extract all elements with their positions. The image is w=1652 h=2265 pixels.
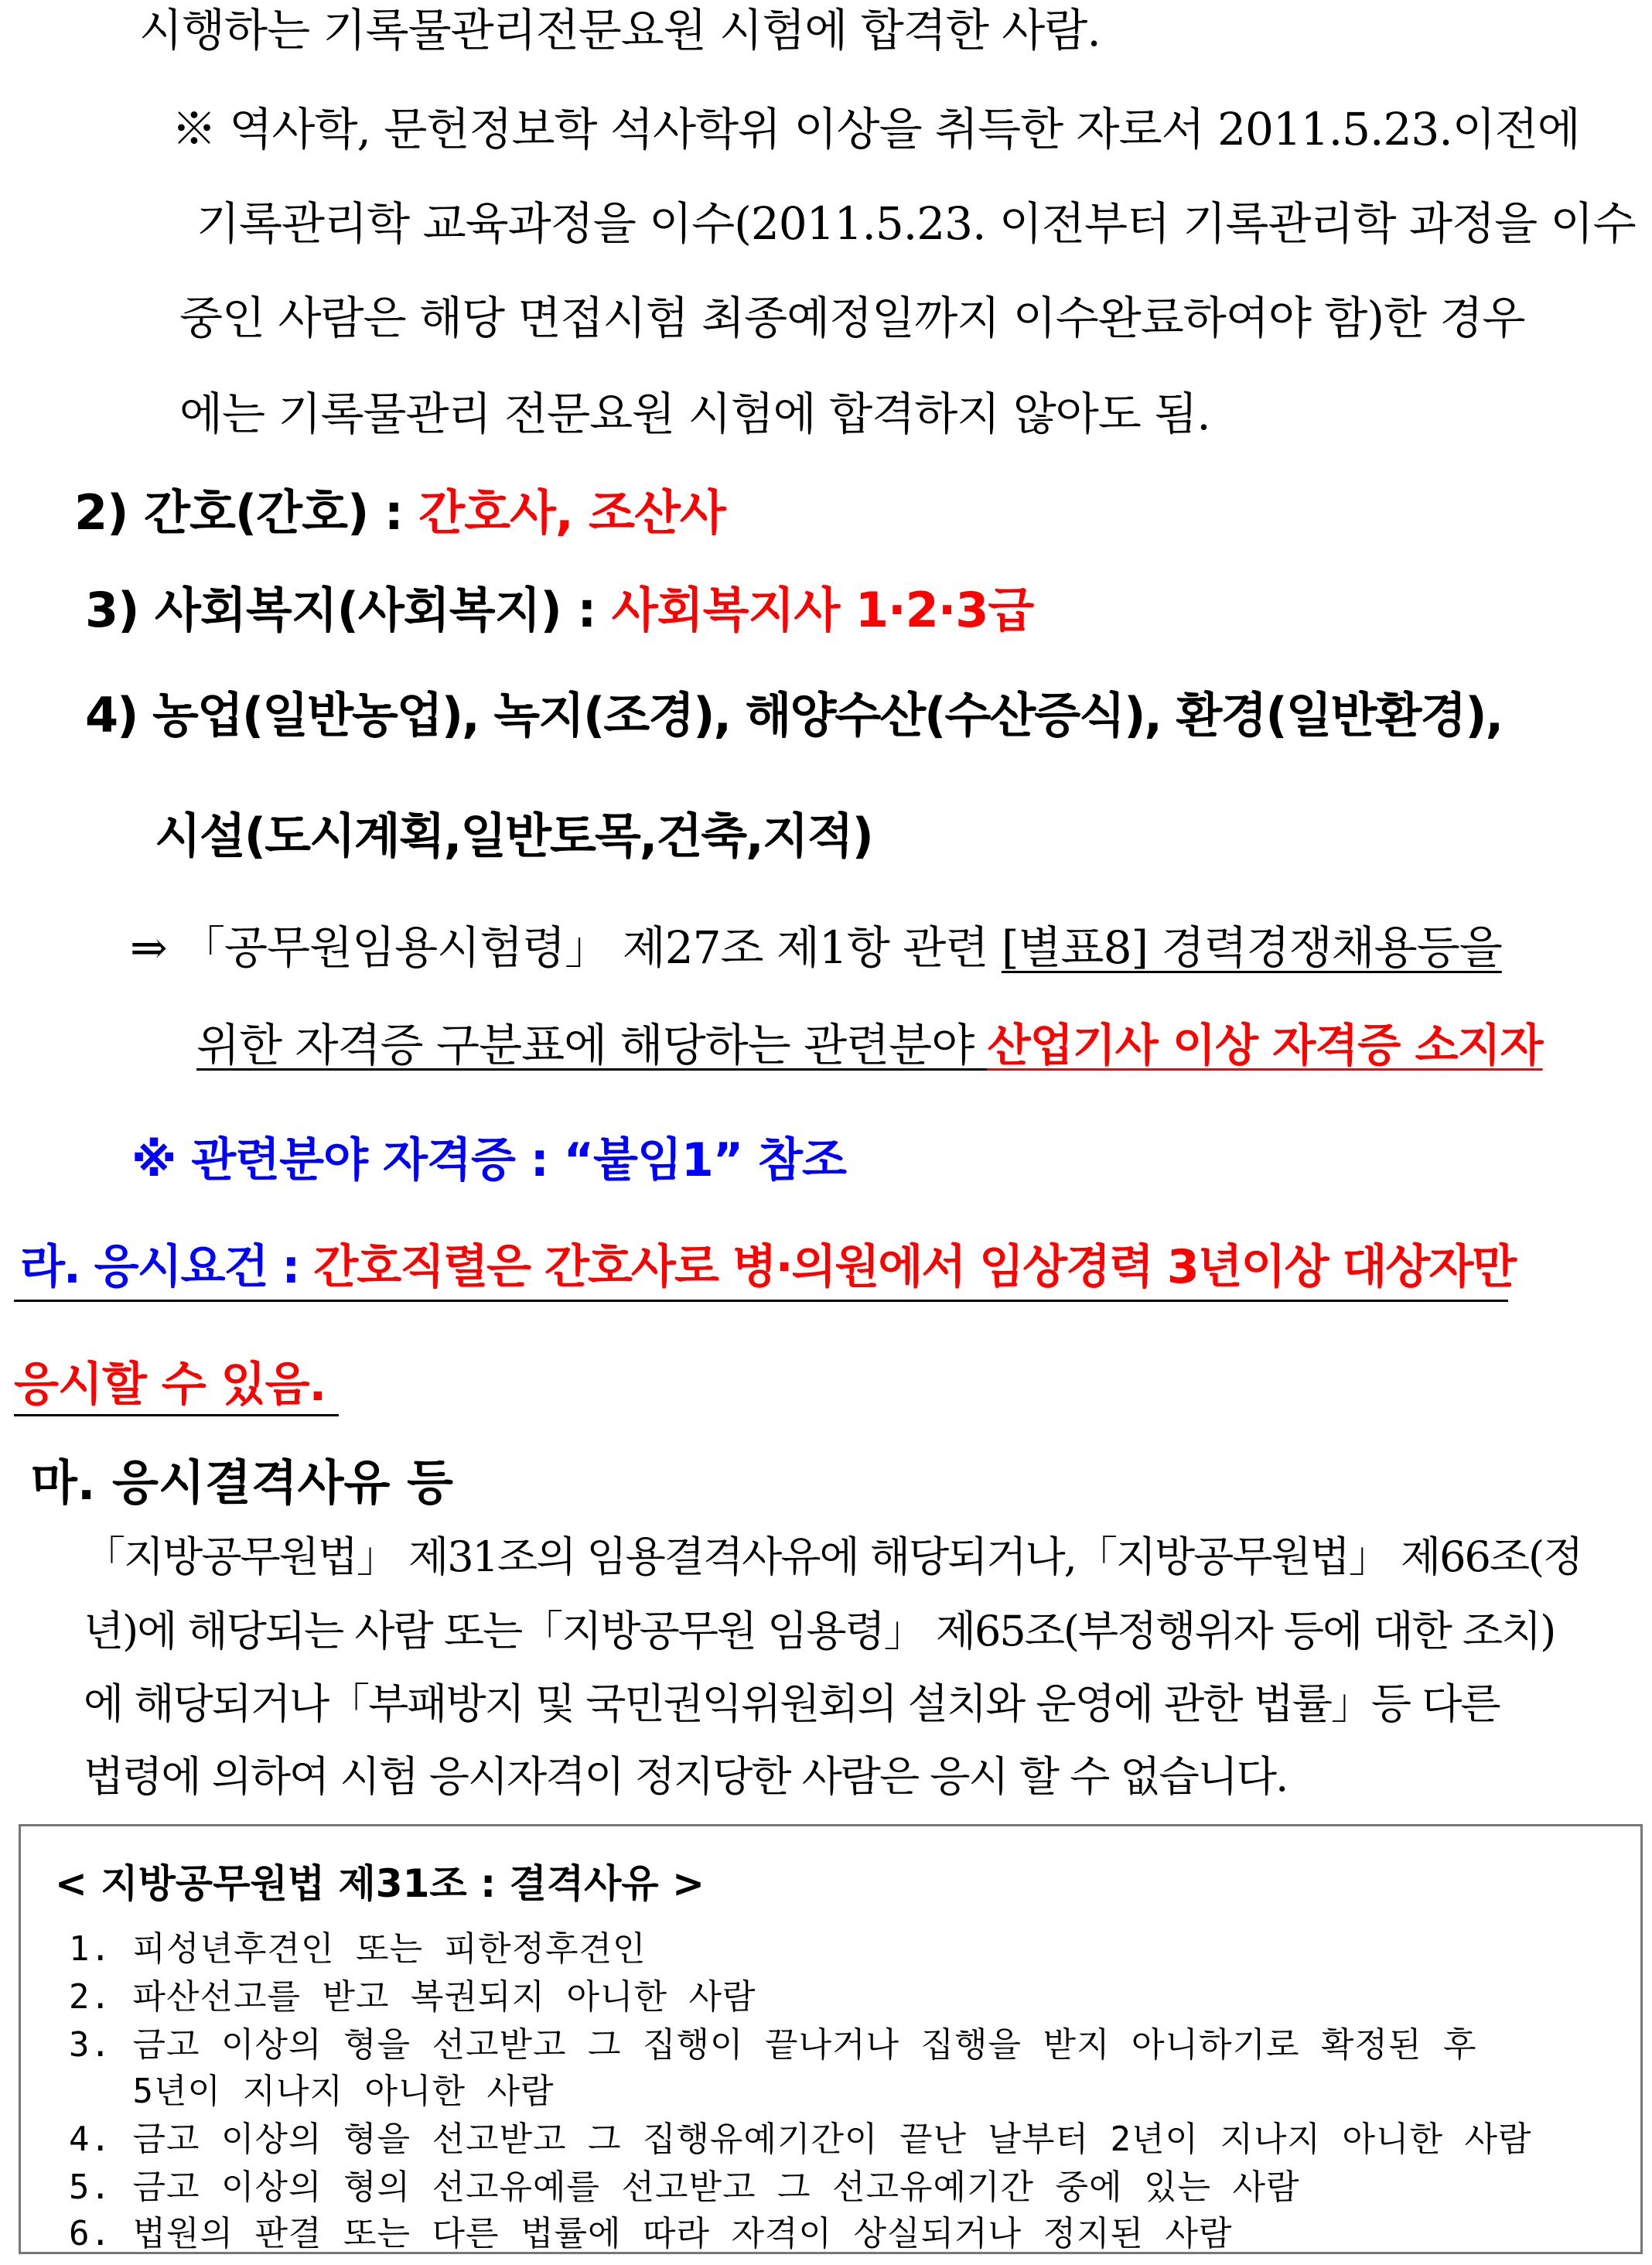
disqualification-heading: 마. 응시결격사유 등 [31, 1454, 453, 1511]
reason-item: 5. 금고 이상의 형의 선고유예를 선고받고 그 선고유예기간 중에 있는 사람 [69, 2168, 1300, 2207]
reason-item: 1. 피성년후견인 또는 피한정후견인 [69, 1929, 647, 1969]
reason-item: 6. 법원의 판결 또는 다른 법률에 따라 자격이 상실되거나 정지된 사람 [69, 2214, 1233, 2253]
reason-item: 3. 금고 이상의 형을 선고받고 그 집행이 끝나거나 집행을 받지 아니하기로 확정된 후 [69, 2025, 1477, 2065]
note-line-1: ※ 역사학, 문헌정보학 석사학위 이상을 취득한 자로서 2011.5.23.이전에 [172, 103, 1580, 155]
arrow-line-1 [130, 921, 1502, 974]
arrow-line-2-underlined: 위한 자격증 구분표에 해당하는 관련분야 [196, 1019, 988, 1071]
requirements-underline-2 [14, 1414, 339, 1416]
requirements-line-1 [20, 1240, 1516, 1294]
disqualification-reasons-box [19, 1824, 1643, 2254]
item-nursing [74, 484, 725, 541]
note-line-3: 중인 사람은 해당 면접시험 최종예정일까지 이수완료하여야 함)한 경우 [179, 292, 1525, 344]
note-line-2: 기록관리학 교육과정을 이수(2011.5.23. 이전부터 기록관리학 과정을 이수 [196, 197, 1636, 250]
item-nursing-label: 2) 간호(간호) : [74, 484, 419, 541]
item-social-welfare-value: 사회복지사 1·2·3급 [611, 582, 1034, 638]
disqualification-line-4: 법령에 의하여 시험 응시자격이 정지당한 사람은 응시 할 수 없습니다. [84, 1752, 1288, 1801]
arrow-line-1-prefix: ⇒ 「공무원임용시험령」 제27조 제1항 관련 [130, 921, 1002, 974]
reference-note: ※ 관련분야 자격증 : “붙임1” 참조 [131, 1133, 846, 1187]
intro-line-1: 시행하는 기록물관리전문요원 시험에 합격한 사람. [139, 4, 1101, 56]
disqualification-line-3: 에 해당되거나「부패방지 및 국민권익위원회의 설치와 운영에 관한 법률」등 다른 [84, 1679, 1500, 1728]
reason-item: 4. 금고 이상의 형을 선고받고 그 집행유예기간이 끝난 날부터 2년이 지나지 아니한 사람 [69, 2120, 1532, 2159]
box-title: < 지방공무원법 제31조 : 결격사유 > [55, 1861, 705, 1906]
arrow-line-2-red: 산업기사 이상 자격증 소지자 [987, 1019, 1543, 1071]
reason-item: 2. 파산선고를 받고 복권되지 아니한 사람 [69, 1977, 756, 2017]
arrow-line-1-underlined: [별표8] 경력경쟁채용등을 [1001, 921, 1502, 974]
note-line-4: 에는 기록물관리 전문요원 시험에 합격하지 않아도 됨. [179, 388, 1210, 440]
item-technical-line-2: 시설(도시계획,일반토목,건축,지적) [155, 808, 872, 864]
item-technical-line-1: 4) 농업(일반농업), 녹지(조경), 해양수산(수산증식), 환경(일반환경), [85, 687, 1503, 743]
reason-item-continuation: 5년이 지나지 아니한 사람 [69, 2072, 555, 2111]
disqualification-line-1: 「지방공무원법」 제31조의 임용결격사유에 해당되거나,「지방공무원법」 제66조(정 [84, 1532, 1582, 1581]
item-nursing-value: 간호사, 조산사 [418, 484, 725, 541]
requirements-text-1: 간호직렬은 간호사로 병·의원에서 임상경력 3년이상 대상자만 [313, 1240, 1516, 1294]
requirements-label: 라. 응시요건 : [20, 1240, 314, 1294]
requirements-line-2: 응시할 수 있음. [14, 1358, 326, 1412]
requirements-underline-1 [14, 1300, 1508, 1302]
disqualification-line-2: 년)에 해당되는 사람 또는「지방공무원 임용령」 제65조(부정행위자 등에 대한 조치) [84, 1607, 1555, 1655]
item-social-welfare-label: 3) 사회복지(사회복지) : [85, 582, 612, 638]
arrow-line-2 [196, 1019, 1543, 1071]
item-social-welfare [85, 582, 1034, 638]
